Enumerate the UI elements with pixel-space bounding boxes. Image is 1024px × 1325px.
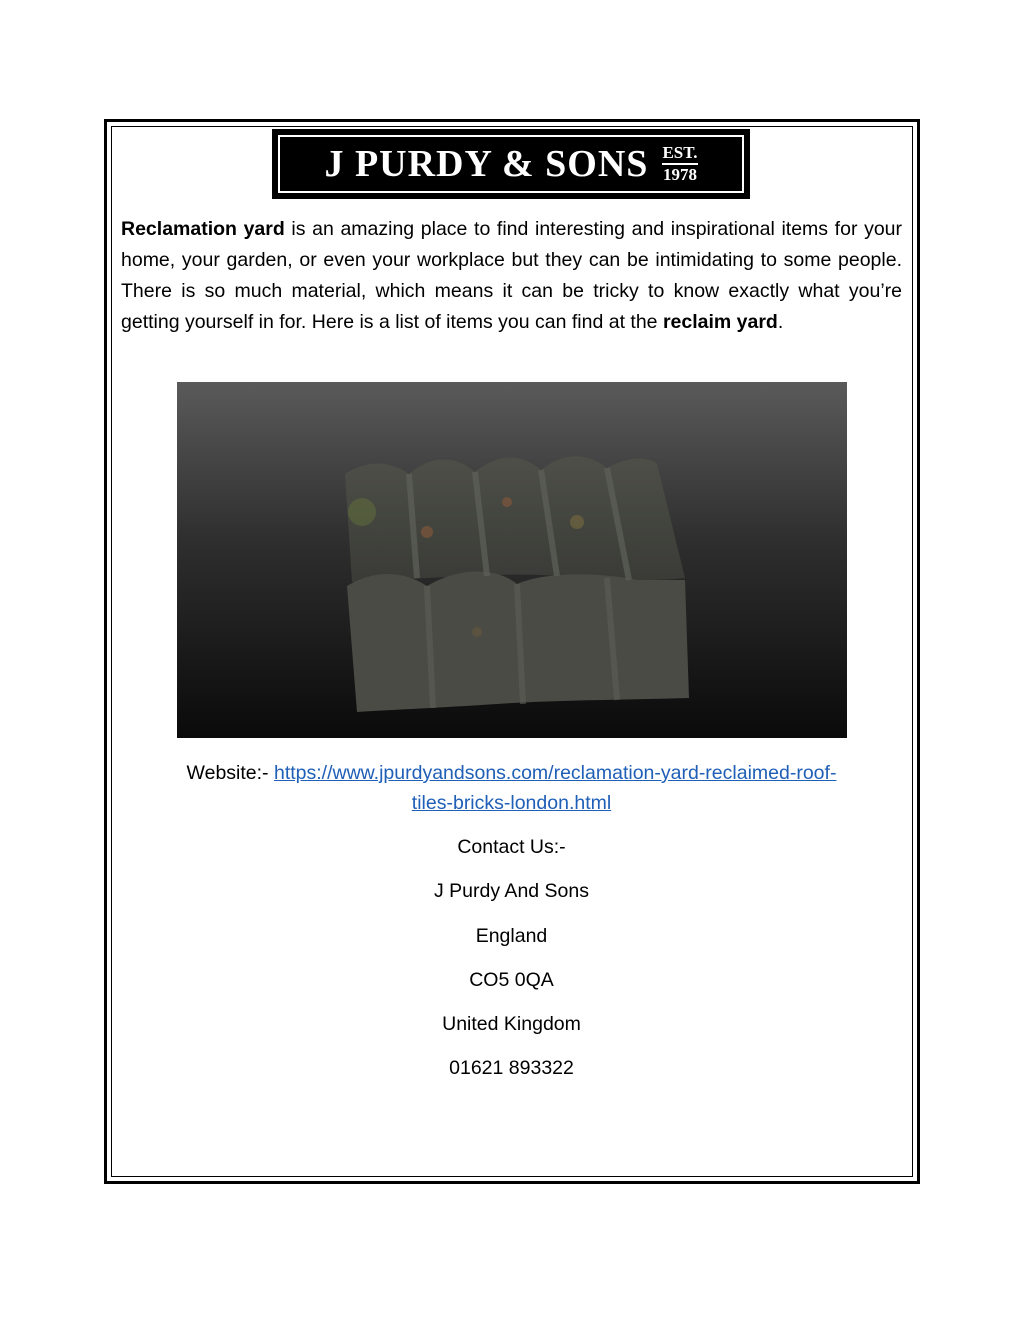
intro-bold-lead: Reclamation yard: [121, 218, 285, 240]
company-logo: [272, 129, 750, 199]
intro-end: .: [777, 311, 784, 333]
intro-bold-tail: reclaim yard: [662, 311, 778, 333]
logo-est-label: EST.: [662, 144, 697, 165]
contact-heading: Contact Us:-: [457, 836, 566, 858]
logo-frame: [278, 135, 744, 193]
intro-paragraph: [121, 214, 902, 338]
logo-name: J PURDY & SONS: [324, 143, 649, 185]
roof-tile-photo: [177, 382, 847, 738]
website-line: [121, 758, 902, 818]
contact-country: United Kingdom: [442, 1013, 581, 1035]
website-url-line2: tiles-bricks-london.html: [411, 792, 612, 814]
website-label: Website:-: [186, 762, 274, 784]
logo-established: [662, 144, 697, 184]
contact-phone: 01621 893322: [449, 1057, 574, 1079]
contact-region: England: [475, 925, 548, 947]
logo-est-year: 1978: [663, 165, 697, 184]
website-url-line1: https://www.jpurdyandsons.com/reclamation-yard-reclaimed-roof-: [273, 762, 837, 784]
contact-postcode: CO5 0QA: [469, 969, 554, 991]
intro-text: is an amazing place to find interesting and inspirational items for your home, your garden, or even your workplace but they can be intimidating to some people. There is so much material, which means it can be tricky to know exactly what you’re getting yourself in for. Here is a list of items you can find at the: [121, 218, 903, 333]
contact-company: J Purdy And Sons: [433, 880, 589, 902]
roof-tile-image: [177, 382, 847, 738]
website-link[interactable]: [274, 762, 836, 814]
